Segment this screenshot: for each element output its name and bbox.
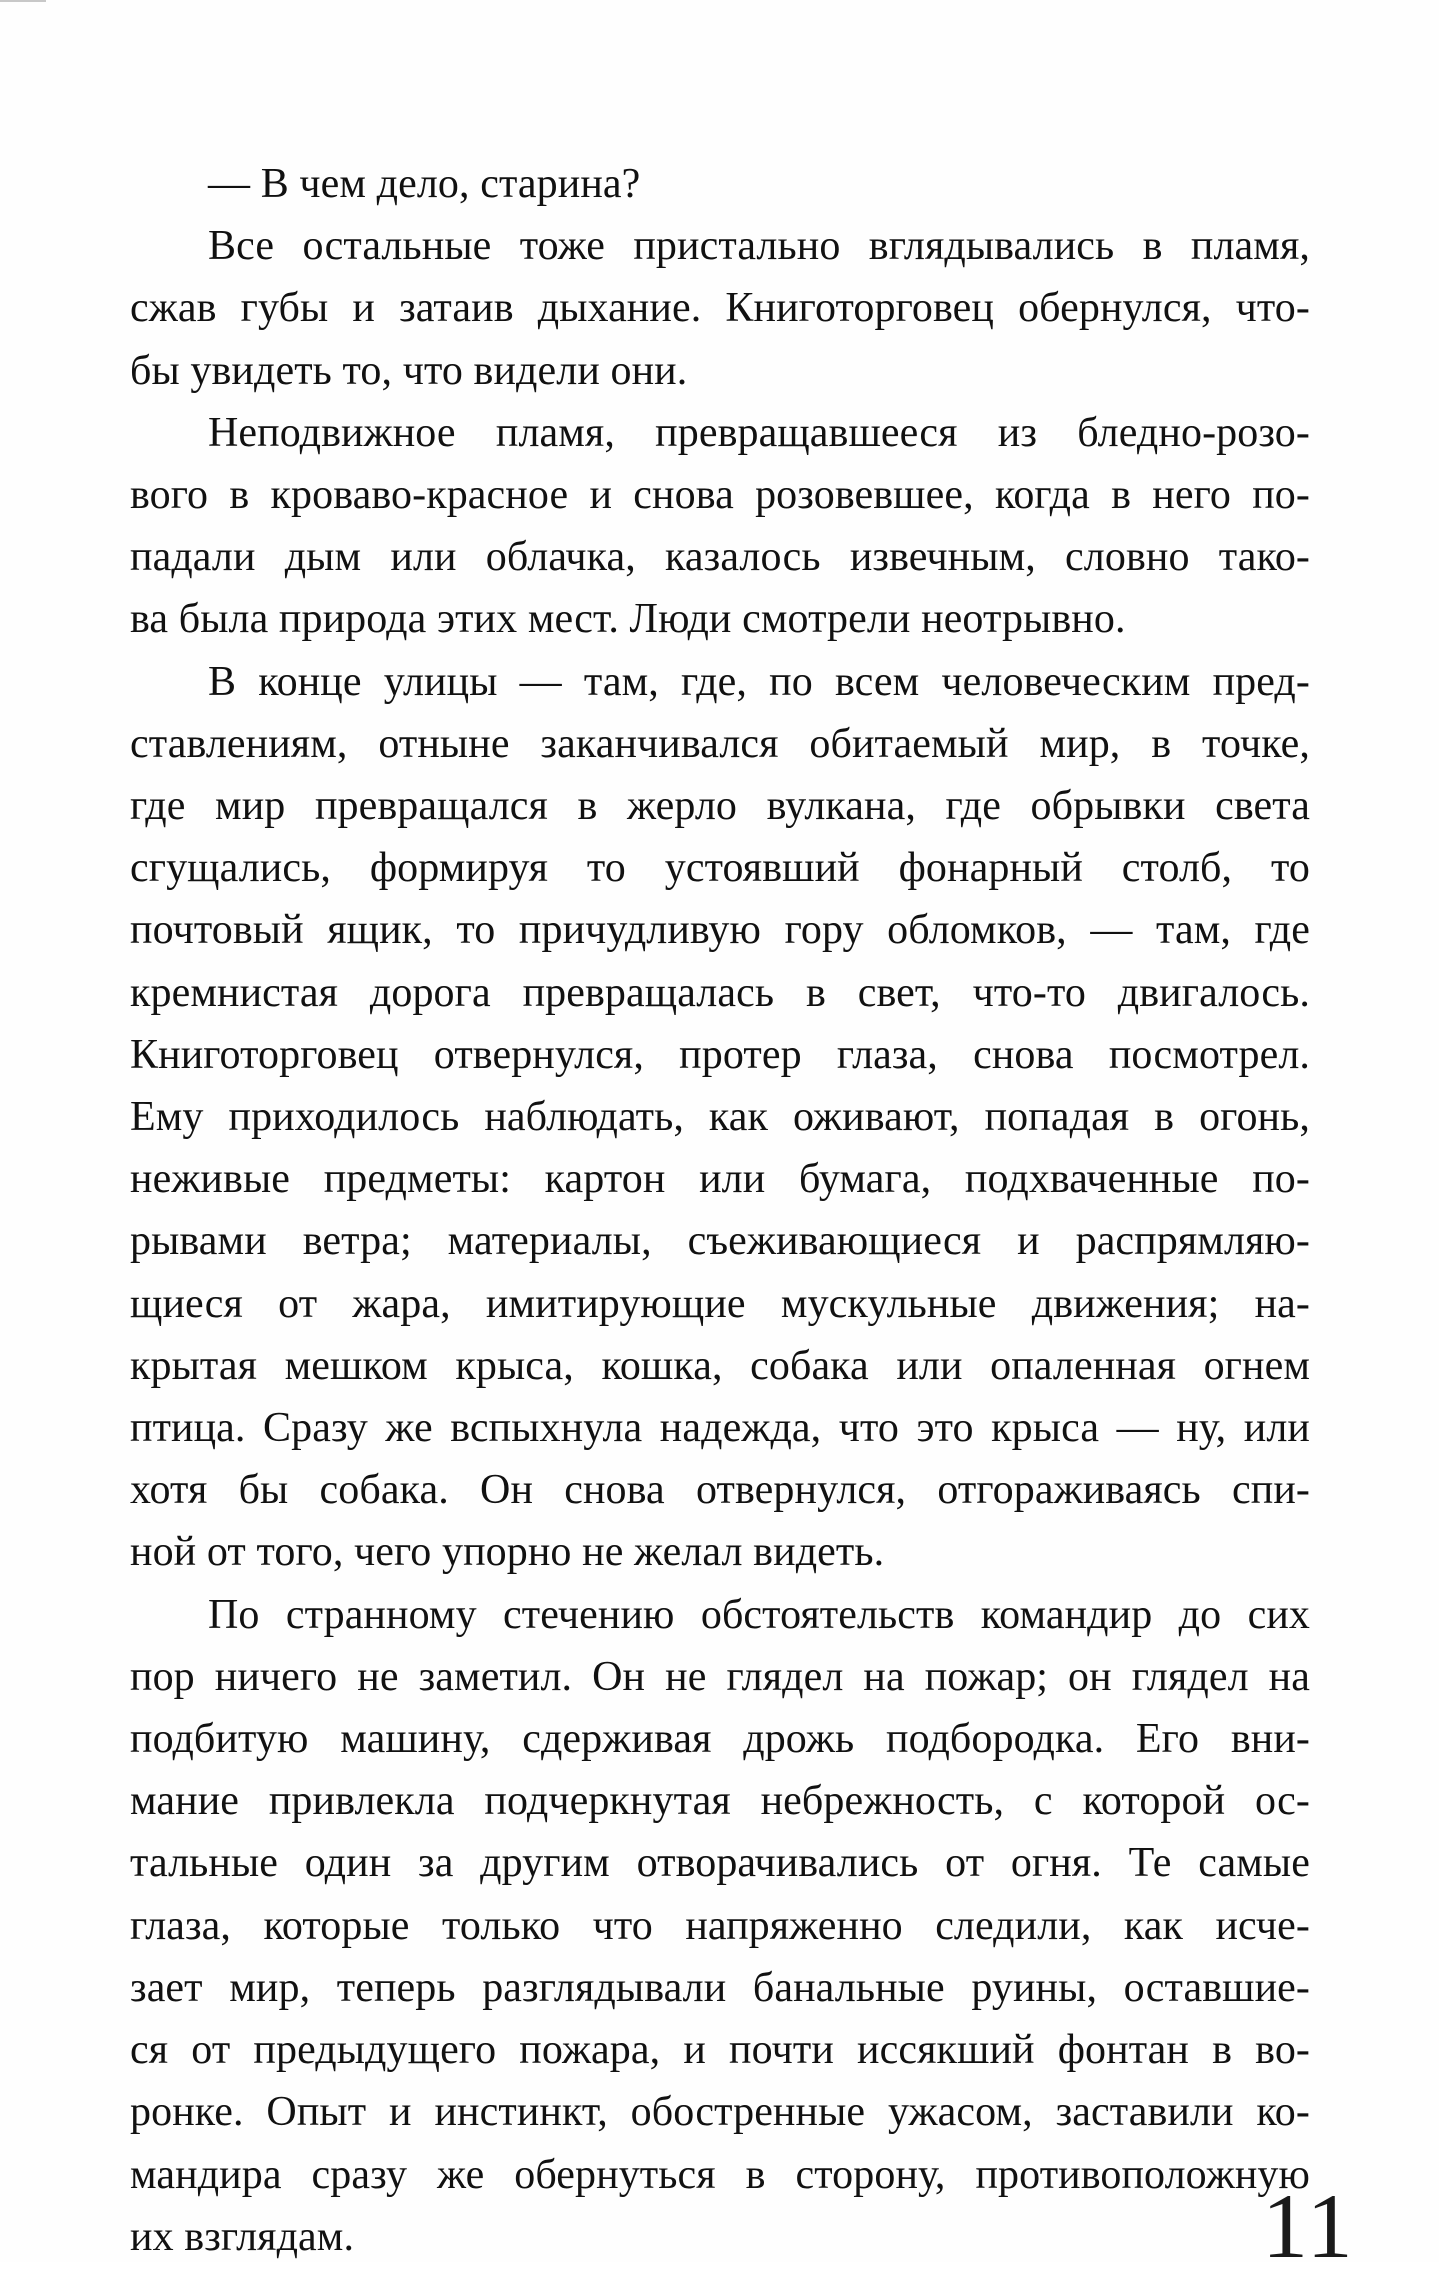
- text-line: зает мир, теперь разглядывали банальные руины, оставшие-: [130, 1964, 1310, 2011]
- text-line: кремнистая дорога превращалась в свет, что-то двигалось.: [130, 969, 1310, 1016]
- text-line: Все остальные тоже пристально вглядывались в пламя,: [208, 223, 1310, 270]
- text-line: тальные один за другим отворачивались от огня. Те самые: [130, 1840, 1310, 1887]
- text-line: ронке. Опыт и инстинкт, обостренные ужасом, заставили ко-: [130, 2089, 1310, 2136]
- text-line: ва была природа этих мест. Люди смотрели неотрывно.: [130, 596, 1126, 643]
- text-line: Неподвижное пламя, превращавшееся из бледно-розо-: [208, 409, 1310, 456]
- body-text: [130, 153, 1310, 2268]
- text-line: ся от предыдущего пожара, и почти иссякший фонтан в во-: [130, 2027, 1310, 2074]
- scan-edge-mark: [0, 0, 46, 2]
- text-line: щиеся от жара, имитирующие мускульные движения; на-: [130, 1280, 1310, 1327]
- text-line: птица. Сразу же вспыхнула надежда, что это крыса — ну, или: [130, 1405, 1310, 1452]
- text-line: Книготорговец отвернулся, протер глаза, снова посмотрел.: [130, 1031, 1310, 1078]
- text-line: По странному стечению обстоятельств командир до сих: [208, 1591, 1310, 1638]
- text-line: В конце улицы — там, где, по всем человеческим пред-: [208, 658, 1310, 705]
- text-line: мандира сразу же обернуться в сторону, противоположную: [130, 2151, 1310, 2198]
- text-line: Ему приходилось наблюдать, как оживают, попадая в огонь,: [130, 1094, 1310, 1141]
- text-line: бы увидеть то, что видели они.: [130, 347, 688, 394]
- text-line: вого в кроваво-красное и снова розовевшее, когда в него по-: [130, 472, 1310, 519]
- text-line: ной от того, чего упорно не желал видеть.: [130, 1529, 885, 1576]
- text-line: сжав губы и затаив дыхание. Книготорговец обернулся, что-: [130, 285, 1310, 332]
- text-line: хотя бы собака. Он снова отвернулся, отгораживаясь спи-: [130, 1467, 1310, 1514]
- text-line: глаза, которые только что напряженно следили, как исче-: [130, 1902, 1310, 1949]
- text-line: пор ничего не заметил. Он не глядел на пожар; он глядел на: [130, 1653, 1310, 1700]
- text-line: сгущались, формируя то устоявший фонарный столб, то: [130, 845, 1310, 892]
- text-line: мание привлекла подчеркнутая небрежность, с которой ос-: [130, 1778, 1310, 1825]
- text-line: крытая мешком крыса, кошка, собака или опаленная огнем: [130, 1342, 1310, 1389]
- text-line: — В чем дело, старина?: [208, 161, 641, 207]
- text-line: подбитую машину, сдерживая дрожь подбородка. Его вни-: [130, 1716, 1310, 1763]
- text-line: падали дым или облачка, казалось извечным, словно тако-: [130, 534, 1310, 581]
- text-line: их взглядам.: [130, 2213, 355, 2260]
- text-line: рывами ветра; материалы, съеживающиеся и распрямляю-: [130, 1218, 1310, 1265]
- text-line: где мир превращался в жерло вулкана, где обрывки света: [130, 783, 1310, 830]
- page-number: 11: [1262, 2175, 1355, 2277]
- text-line: неживые предметы: картон или бумага, подхваченные по-: [130, 1156, 1310, 1203]
- text-line: ставлениям, отныне заканчивался обитаемый мир, в точке,: [130, 720, 1310, 767]
- text-line: почтовый ящик, то причудливую гору обломков, — там, где: [130, 907, 1310, 954]
